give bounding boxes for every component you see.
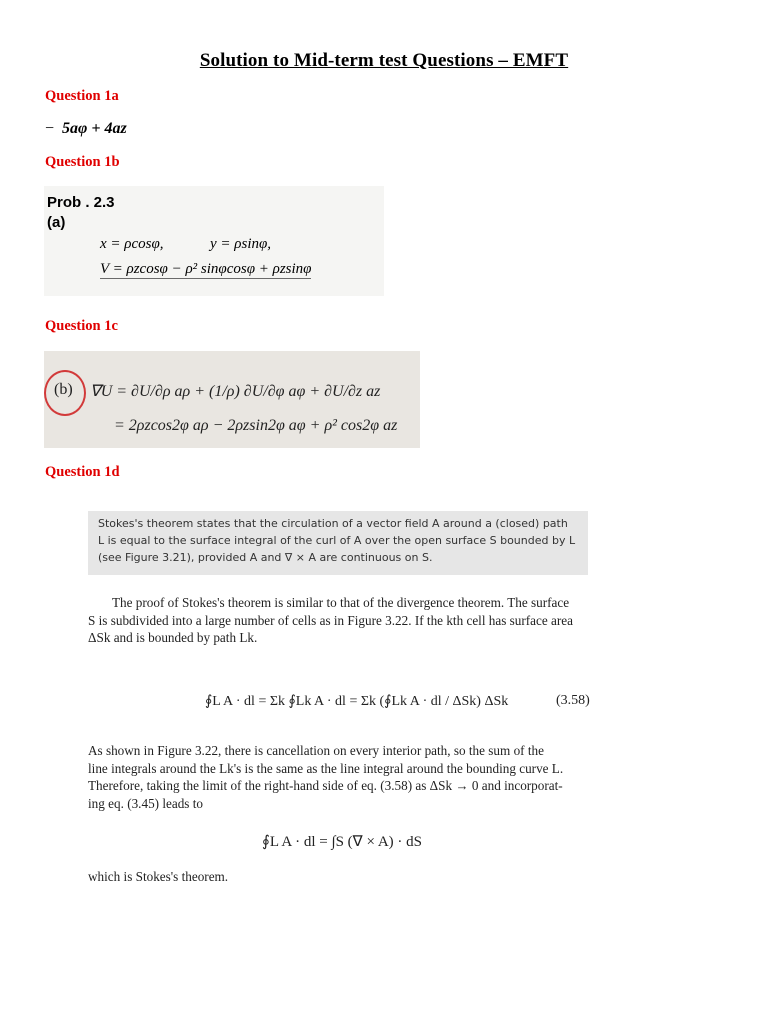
equation-x: x = ρcosφ,	[100, 236, 164, 252]
question-1a-answer	[45, 120, 127, 138]
question-1b-heading: Question 1b	[45, 154, 120, 170]
problem-2-3-snippet	[44, 186, 384, 296]
page-title: Solution to Mid-term test Questions – EMFT	[199, 50, 569, 71]
gradient-equation: ∇U = ∂U/∂ρ aρ + (1/ρ) ∂U/∂φ aφ + ∂U/∂z az	[90, 383, 381, 400]
proof-line-1: The proof of Stokes's theorem is similar to that of the divergence theorem. The surface	[112, 595, 570, 610]
stokes-theorem-box	[88, 511, 588, 575]
closing-line: which is Stokes's theorem.	[88, 869, 229, 884]
cancel-line-3: Therefore, taking the limit of the right-hand side of eq. (3.58) as ΔSk → 0 and incorporat-	[88, 778, 563, 793]
equation-v: V = ρzcosφ − ρ² sinφcosφ + ρzsinφ	[100, 261, 312, 277]
cancel-line-4: ing eq. (3.45) leads to	[88, 795, 203, 811]
question-1a-heading: Question 1a	[45, 88, 119, 104]
box-line-3: (see Figure 3.21), provided A and ∇ × A are continuous on S.	[98, 551, 433, 564]
cancel-line-1: As shown in Figure 3.22, there is cancellation on every interior path, so the sum of the	[88, 743, 544, 758]
cancel-line-2: line integrals around the Lk's is the same as the line integral around the bounding curve L.	[88, 760, 564, 776]
equation-3-58: ∮L A · dl = Σk ∮Lk A · dl = Σk (∮Lk A · dl / ΔSk) ΔSk	[205, 694, 509, 709]
problem-heading: Prob . 2.3	[47, 194, 115, 211]
equation-number: (3.58)	[556, 693, 590, 708]
gradient-result: = 2ρzcos2φ aρ − 2ρzsin2φ aφ + ρ² cos2φ az	[114, 417, 398, 434]
proof-line-2: S is subdivided into a large number of cells as in Figure 3.22. If the kth cell has surface area	[88, 612, 573, 628]
box-line-1: Stokes's theorem states that the circulation of a vector field A around a (closed) path	[98, 517, 568, 530]
answer-expression: 5aφ + 4az	[62, 120, 127, 137]
gradient-snippet	[44, 351, 420, 448]
proof-paragraph	[88, 594, 590, 647]
cancellation-paragraph	[88, 742, 590, 812]
question-1c-heading: Question 1c	[45, 318, 118, 334]
box-line-2: L is equal to the surface integral of the curl of A over the open surface S bounded by L	[98, 534, 576, 547]
problem-part: (a)	[47, 214, 66, 231]
minus-sign: −	[45, 120, 55, 137]
question-1d-heading: Question 1d	[45, 464, 120, 480]
stokes-equation: ∮L A · dl = ∫S (∇ × A) · dS	[262, 834, 422, 850]
part-label: (b)	[54, 381, 73, 398]
equation-y: y = ρsinφ,	[210, 236, 272, 252]
proof-line-3: ΔSk and is bounded by path Lk.	[88, 630, 258, 645]
